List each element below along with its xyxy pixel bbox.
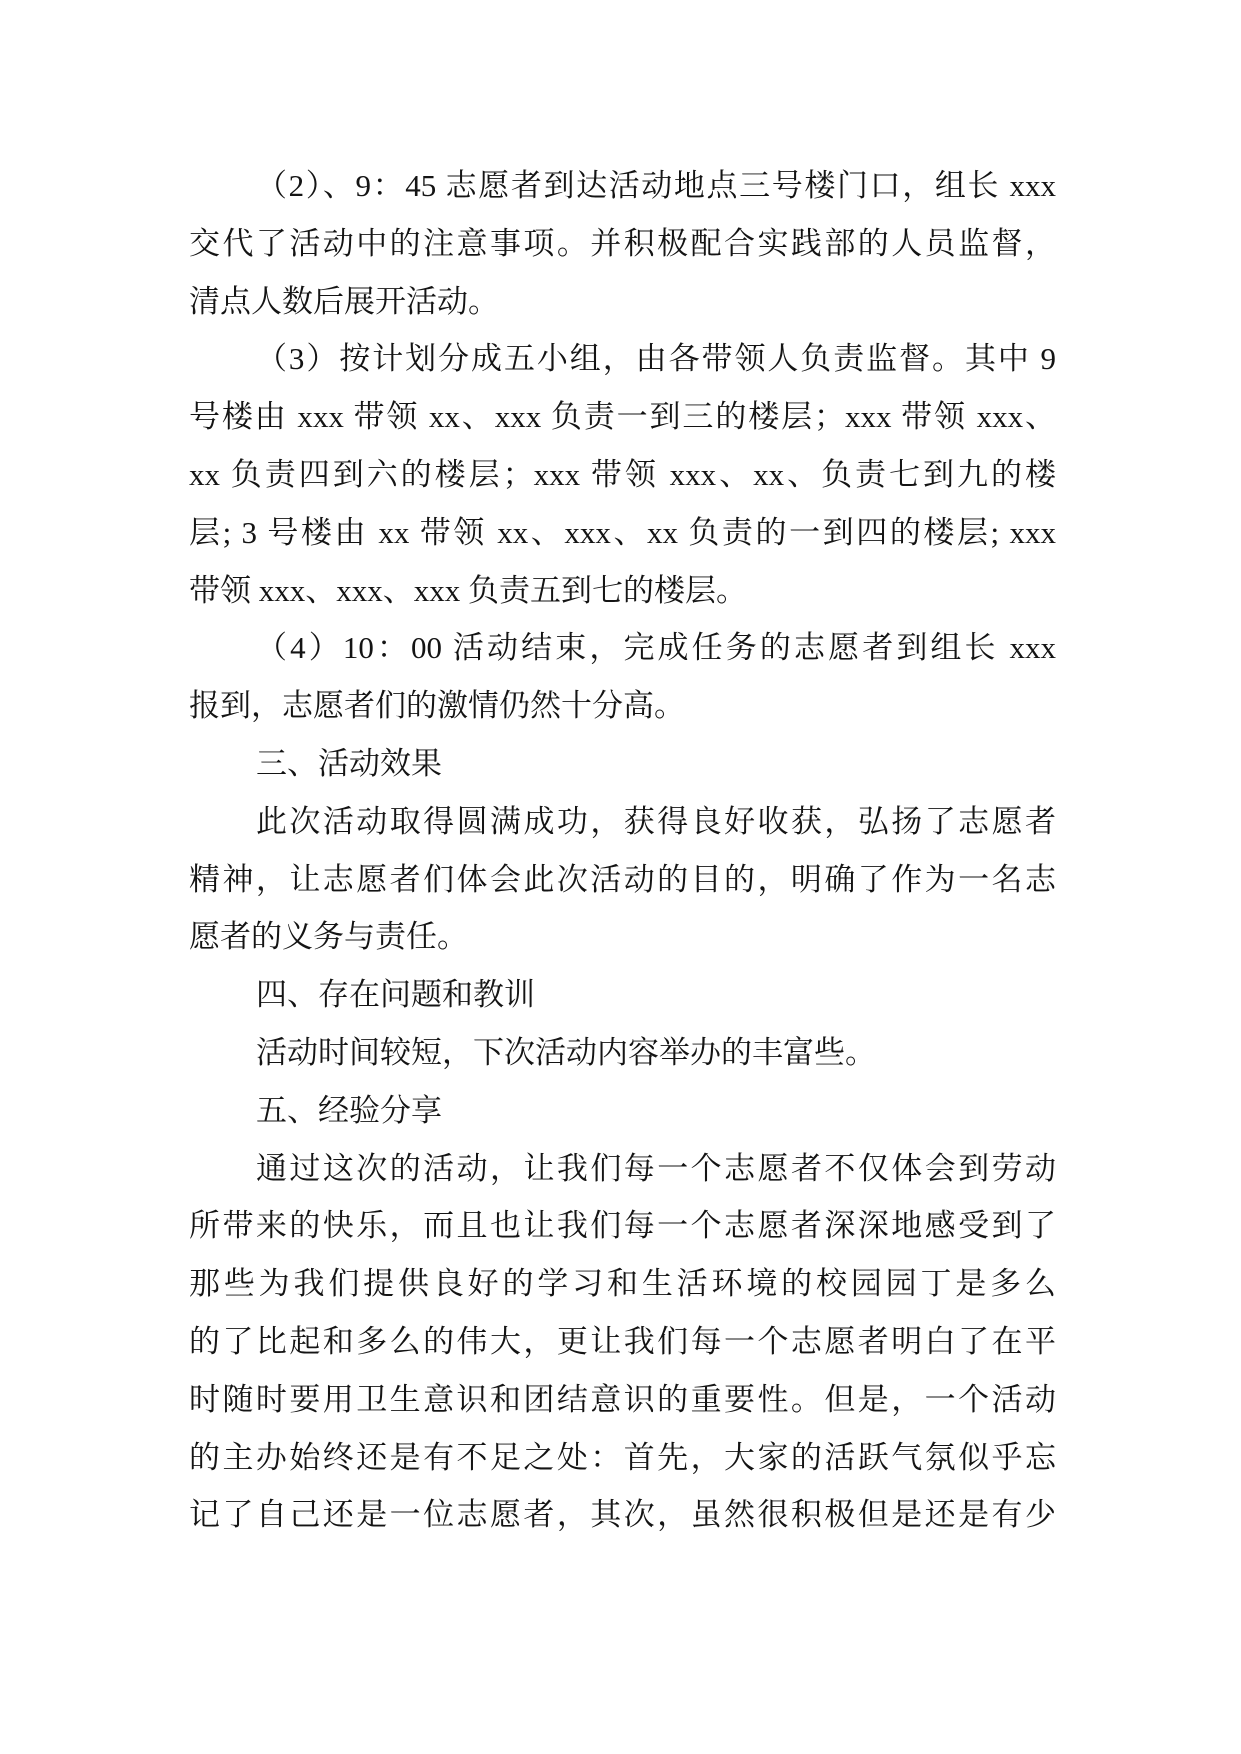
- text-line: 那些为我们提供良好的学习和生活环境的校园园丁是多么: [189, 1266, 1056, 1302]
- text-line: 带领 xxx、xxx、xxx 负责五到七的楼层。: [189, 572, 747, 608]
- text-line: 活动时间较短，下次活动内容举办的丰富些。: [256, 1034, 876, 1070]
- text-line: 时随时要用卫生意识和团结意识的重要性。但是，一个活动: [189, 1381, 1056, 1417]
- text-line: 号楼由 xxx 带领 xx、xxx 负责一到三的楼层；xxx 带领 xxx、: [189, 399, 1056, 435]
- text-line: （3）按计划分成五小组，由各带领人负责监督。其中 9: [256, 341, 1056, 377]
- text-line: 记了自己还是一位志愿者，其次，虽然很积极但是还是有少: [189, 1497, 1056, 1533]
- text-line: 精神，让志愿者们体会此次活动的目的，明确了作为一名志: [189, 861, 1056, 897]
- section-heading: 四、存在问题和教训: [256, 977, 535, 1013]
- text-line: xx 负责四到六的楼层；xxx 带领 xxx、xx、负责七到九的楼: [189, 456, 1056, 492]
- section-heading: 三、活动效果: [256, 745, 442, 781]
- text-line: 所带来的快乐，而且也让我们每一个志愿者深深地感受到了: [189, 1208, 1056, 1244]
- paragraph-step-2: [189, 157, 1056, 330]
- paragraph-experience: [189, 1140, 1056, 1545]
- text-line: 的了比起和多么的伟大，更让我们每一个志愿者明白了在平: [189, 1323, 1056, 1359]
- text-line: 的主办始终还是有不足之处：首先，大家的活跃气氛似乎忘: [189, 1439, 1056, 1475]
- document-body: [189, 157, 1056, 1544]
- text-line: 报到，志愿者们的激情仍然十分高。: [189, 688, 685, 724]
- paragraph-results: [189, 793, 1056, 966]
- text-line: 交代了活动中的注意事项。并积极配合实践部的人员监督，: [189, 225, 1056, 261]
- text-line: 愿者的义务与责任。: [189, 919, 468, 955]
- paragraph-problems: [189, 1024, 1056, 1082]
- section-heading: 五、经验分享: [256, 1092, 442, 1128]
- text-line: 层; 3 号楼由 xx 带领 xx、xxx、xx 负责的一到四的楼层; xxx: [189, 514, 1056, 550]
- section-heading-results: [189, 735, 1056, 793]
- text-line: 通过这次的活动，让我们每一个志愿者不仅体会到劳动: [256, 1150, 1056, 1186]
- paragraph-step-4: [189, 619, 1056, 735]
- text-line: 清点人数后展开活动。: [189, 283, 499, 319]
- text-line: （2）、9：45 志愿者到达活动地点三号楼门口，组长 xxx: [256, 168, 1056, 203]
- section-heading-problems: [189, 966, 1056, 1024]
- paragraph-step-3: [189, 330, 1056, 619]
- text-line: 此次活动取得圆满成功，获得良好收获，弘扬了志愿者: [256, 803, 1056, 839]
- section-heading-experience: [189, 1082, 1056, 1140]
- text-line: （4）10：00 活动结束，完成任务的志愿者到组长 xxx: [256, 630, 1056, 666]
